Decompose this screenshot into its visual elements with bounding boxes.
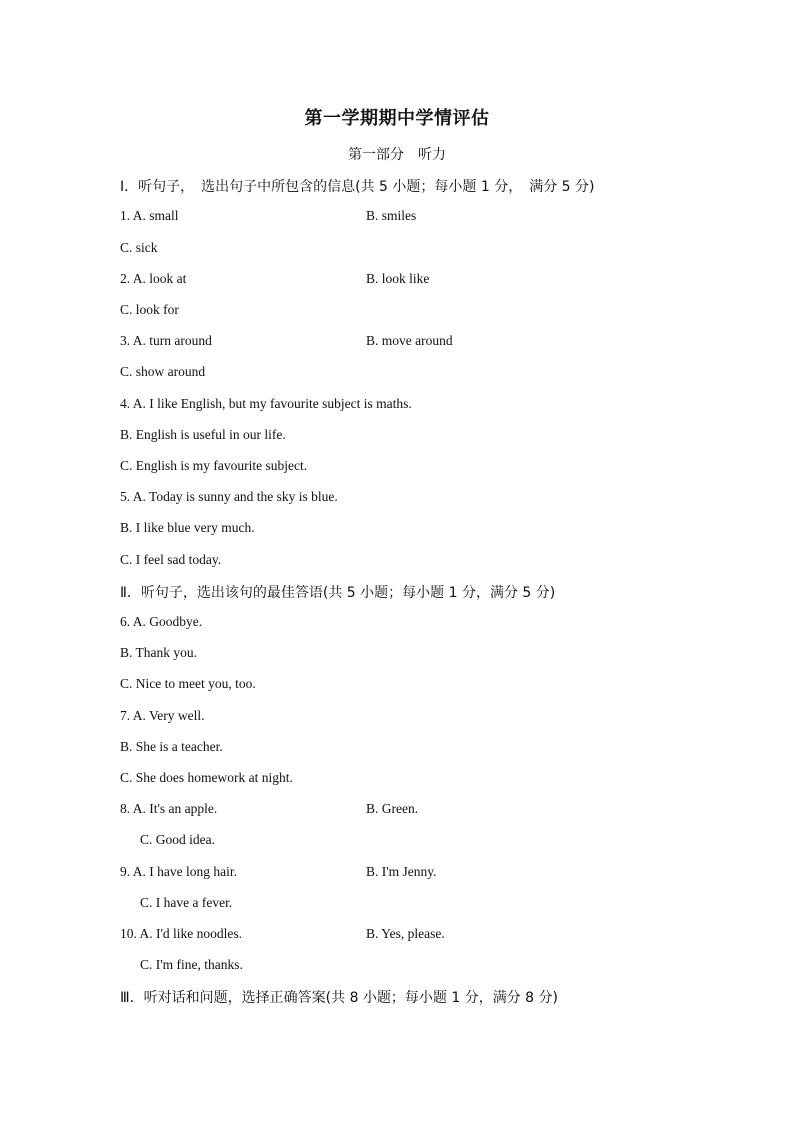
q8-option-b: B. Green. <box>366 801 419 816</box>
q7-option-c: C. She does homework at night. <box>120 770 293 785</box>
q4-option-c: C. English is my favourite subject. <box>120 458 308 473</box>
q9-option-c: C. I have a fever. <box>140 895 233 910</box>
q5-option-c: C. I feel sad today. <box>120 552 222 567</box>
q1-option-b: B. smiles <box>366 208 417 223</box>
q4-option-a: 4. A. I like English, but my favourite subject is maths. <box>120 396 412 411</box>
q10-option-a: 10. A. I'd like noodles. <box>120 926 243 941</box>
section-2-heading: Ⅱ．听句子，选出该句的最佳答语(共 5 小题；每小题 1 分，满分 5 分) <box>120 585 556 601</box>
q7-option-a: 7. A. Very well. <box>120 708 205 723</box>
page-title: 第一学期期中学情评估 <box>304 108 490 129</box>
section-3-heading: Ⅲ．听对话和问题，选择正确答案(共 8 小题；每小题 1 分，满分 8 分) <box>120 990 558 1006</box>
q2-option-b: B. look like <box>366 271 430 286</box>
q5-option-b: B. I like blue very much. <box>120 520 255 535</box>
q9-option-b: B. I'm Jenny. <box>366 864 437 879</box>
q1-option-c: C. sick <box>120 240 158 255</box>
q3-option-b: B. move around <box>366 333 453 348</box>
section-1-heading: Ⅰ．听句子， 选出句子中所包含的信息(共 5 小题；每小题 1 分， 满分 5 分) <box>120 179 595 195</box>
q8-option-a: 8. A. It's an apple. <box>120 801 218 816</box>
q6-option-c: C. Nice to meet you, too. <box>120 676 256 691</box>
q2-option-a: 2. A. look at <box>120 271 187 286</box>
q6-option-a: 6. A. Goodbye. <box>120 614 203 629</box>
q7-option-b: B. She is a teacher. <box>120 739 223 754</box>
q5-option-a: 5. A. Today is sunny and the sky is blue. <box>120 489 338 504</box>
q4-option-b: B. English is useful in our life. <box>120 427 286 442</box>
q6-option-b: B. Thank you. <box>120 645 197 660</box>
q1-option-a: 1. A. small <box>120 208 179 223</box>
q9-option-a: 9. A. I have long hair. <box>120 864 237 879</box>
q3-option-a: 3. A. turn around <box>120 333 212 348</box>
q10-option-c: C. I'm fine, thanks. <box>140 957 243 972</box>
q10-option-b: B. Yes, please. <box>366 926 445 941</box>
part-title: 第一部分 听力 <box>348 147 446 163</box>
q2-option-c: C. look for <box>120 302 179 317</box>
q8-option-c: C. Good idea. <box>140 832 215 847</box>
q3-option-c: C. show around <box>120 364 206 379</box>
